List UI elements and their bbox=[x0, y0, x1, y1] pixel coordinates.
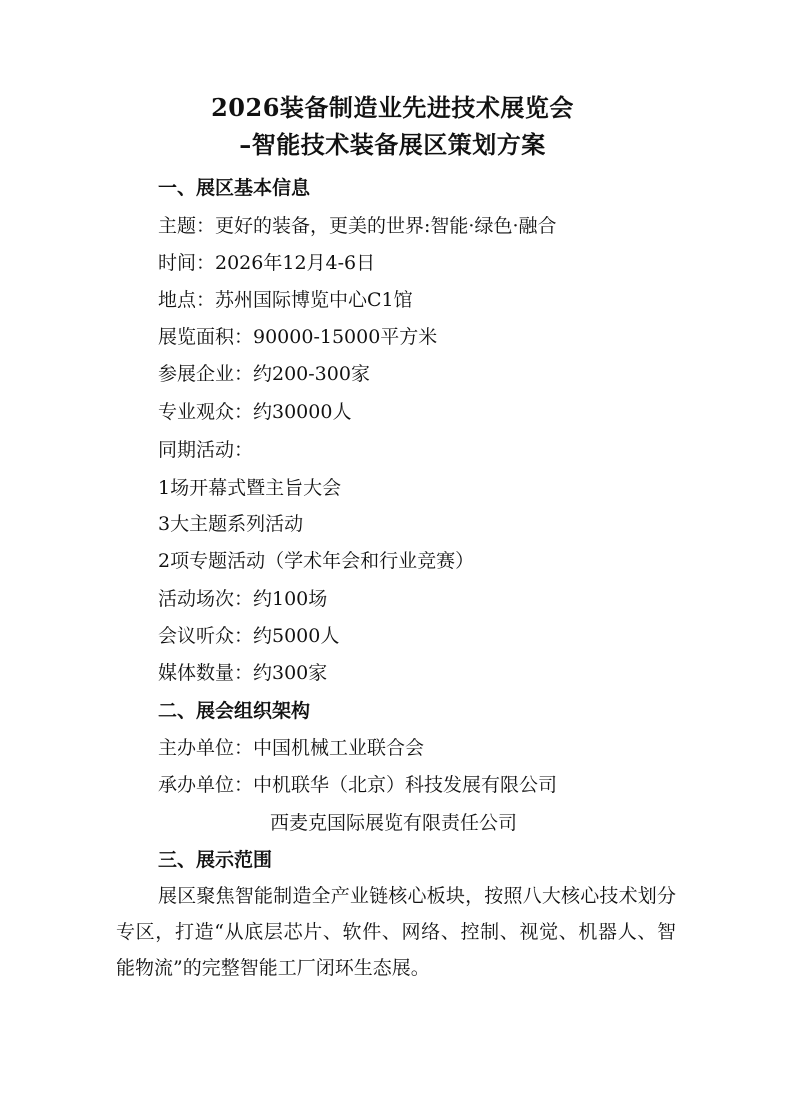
org-organizer-second: 西麦克国际展览有限责任公司 bbox=[270, 812, 518, 834]
info-time: 时间：2026年12月4-6日 bbox=[158, 252, 376, 274]
document-title: 2026装备制造业先进技术展览会 bbox=[211, 93, 574, 122]
info-audience: 会议听众：约5000人 bbox=[158, 625, 340, 647]
document-subtitle: –智能技术装备展区策划方案 bbox=[239, 130, 546, 159]
activity-opening: 1场开幕式暨主旨大会 bbox=[158, 477, 342, 499]
info-activities-label: 同期活动： bbox=[158, 439, 254, 461]
info-location: 地点：苏州国际博览中心C1馆 bbox=[158, 289, 413, 311]
section-heading-basic-info: 一、展区基本信息 bbox=[158, 177, 311, 199]
org-host: 主办单位：中国机械工业联合会 bbox=[158, 737, 425, 759]
scope-paragraph: 展区聚焦智能制造全产业链核心板块，按照八大核心技术划分专区，打造“从底层芯片、软件、网络、控制、视觉、机器人、智能物流”的完整智能工厂闭环生态展。 bbox=[116, 885, 676, 979]
org-organizer: 承办单位：中机联华（北京）科技发展有限公司 bbox=[158, 774, 558, 796]
section-heading-scope: 三、展示范围 bbox=[158, 849, 273, 871]
activity-special: 2项专题活动（学术年会和行业竞赛） bbox=[158, 550, 475, 572]
info-theme: 主题：更好的装备，更美的世界:智能·绿色·融合 bbox=[158, 215, 557, 237]
section-heading-organization: 二、展会组织架构 bbox=[158, 700, 311, 722]
info-sessions: 活动场次：约100场 bbox=[158, 588, 328, 610]
activity-themes: 3大主题系列活动 bbox=[158, 513, 304, 535]
info-media: 媒体数量：约300家 bbox=[158, 662, 328, 684]
info-exhibitors: 参展企业：约200-300家 bbox=[158, 363, 370, 385]
info-area: 展览面积：90000-15000平方米 bbox=[158, 326, 438, 348]
info-visitors: 专业观众：约30000人 bbox=[158, 401, 352, 423]
